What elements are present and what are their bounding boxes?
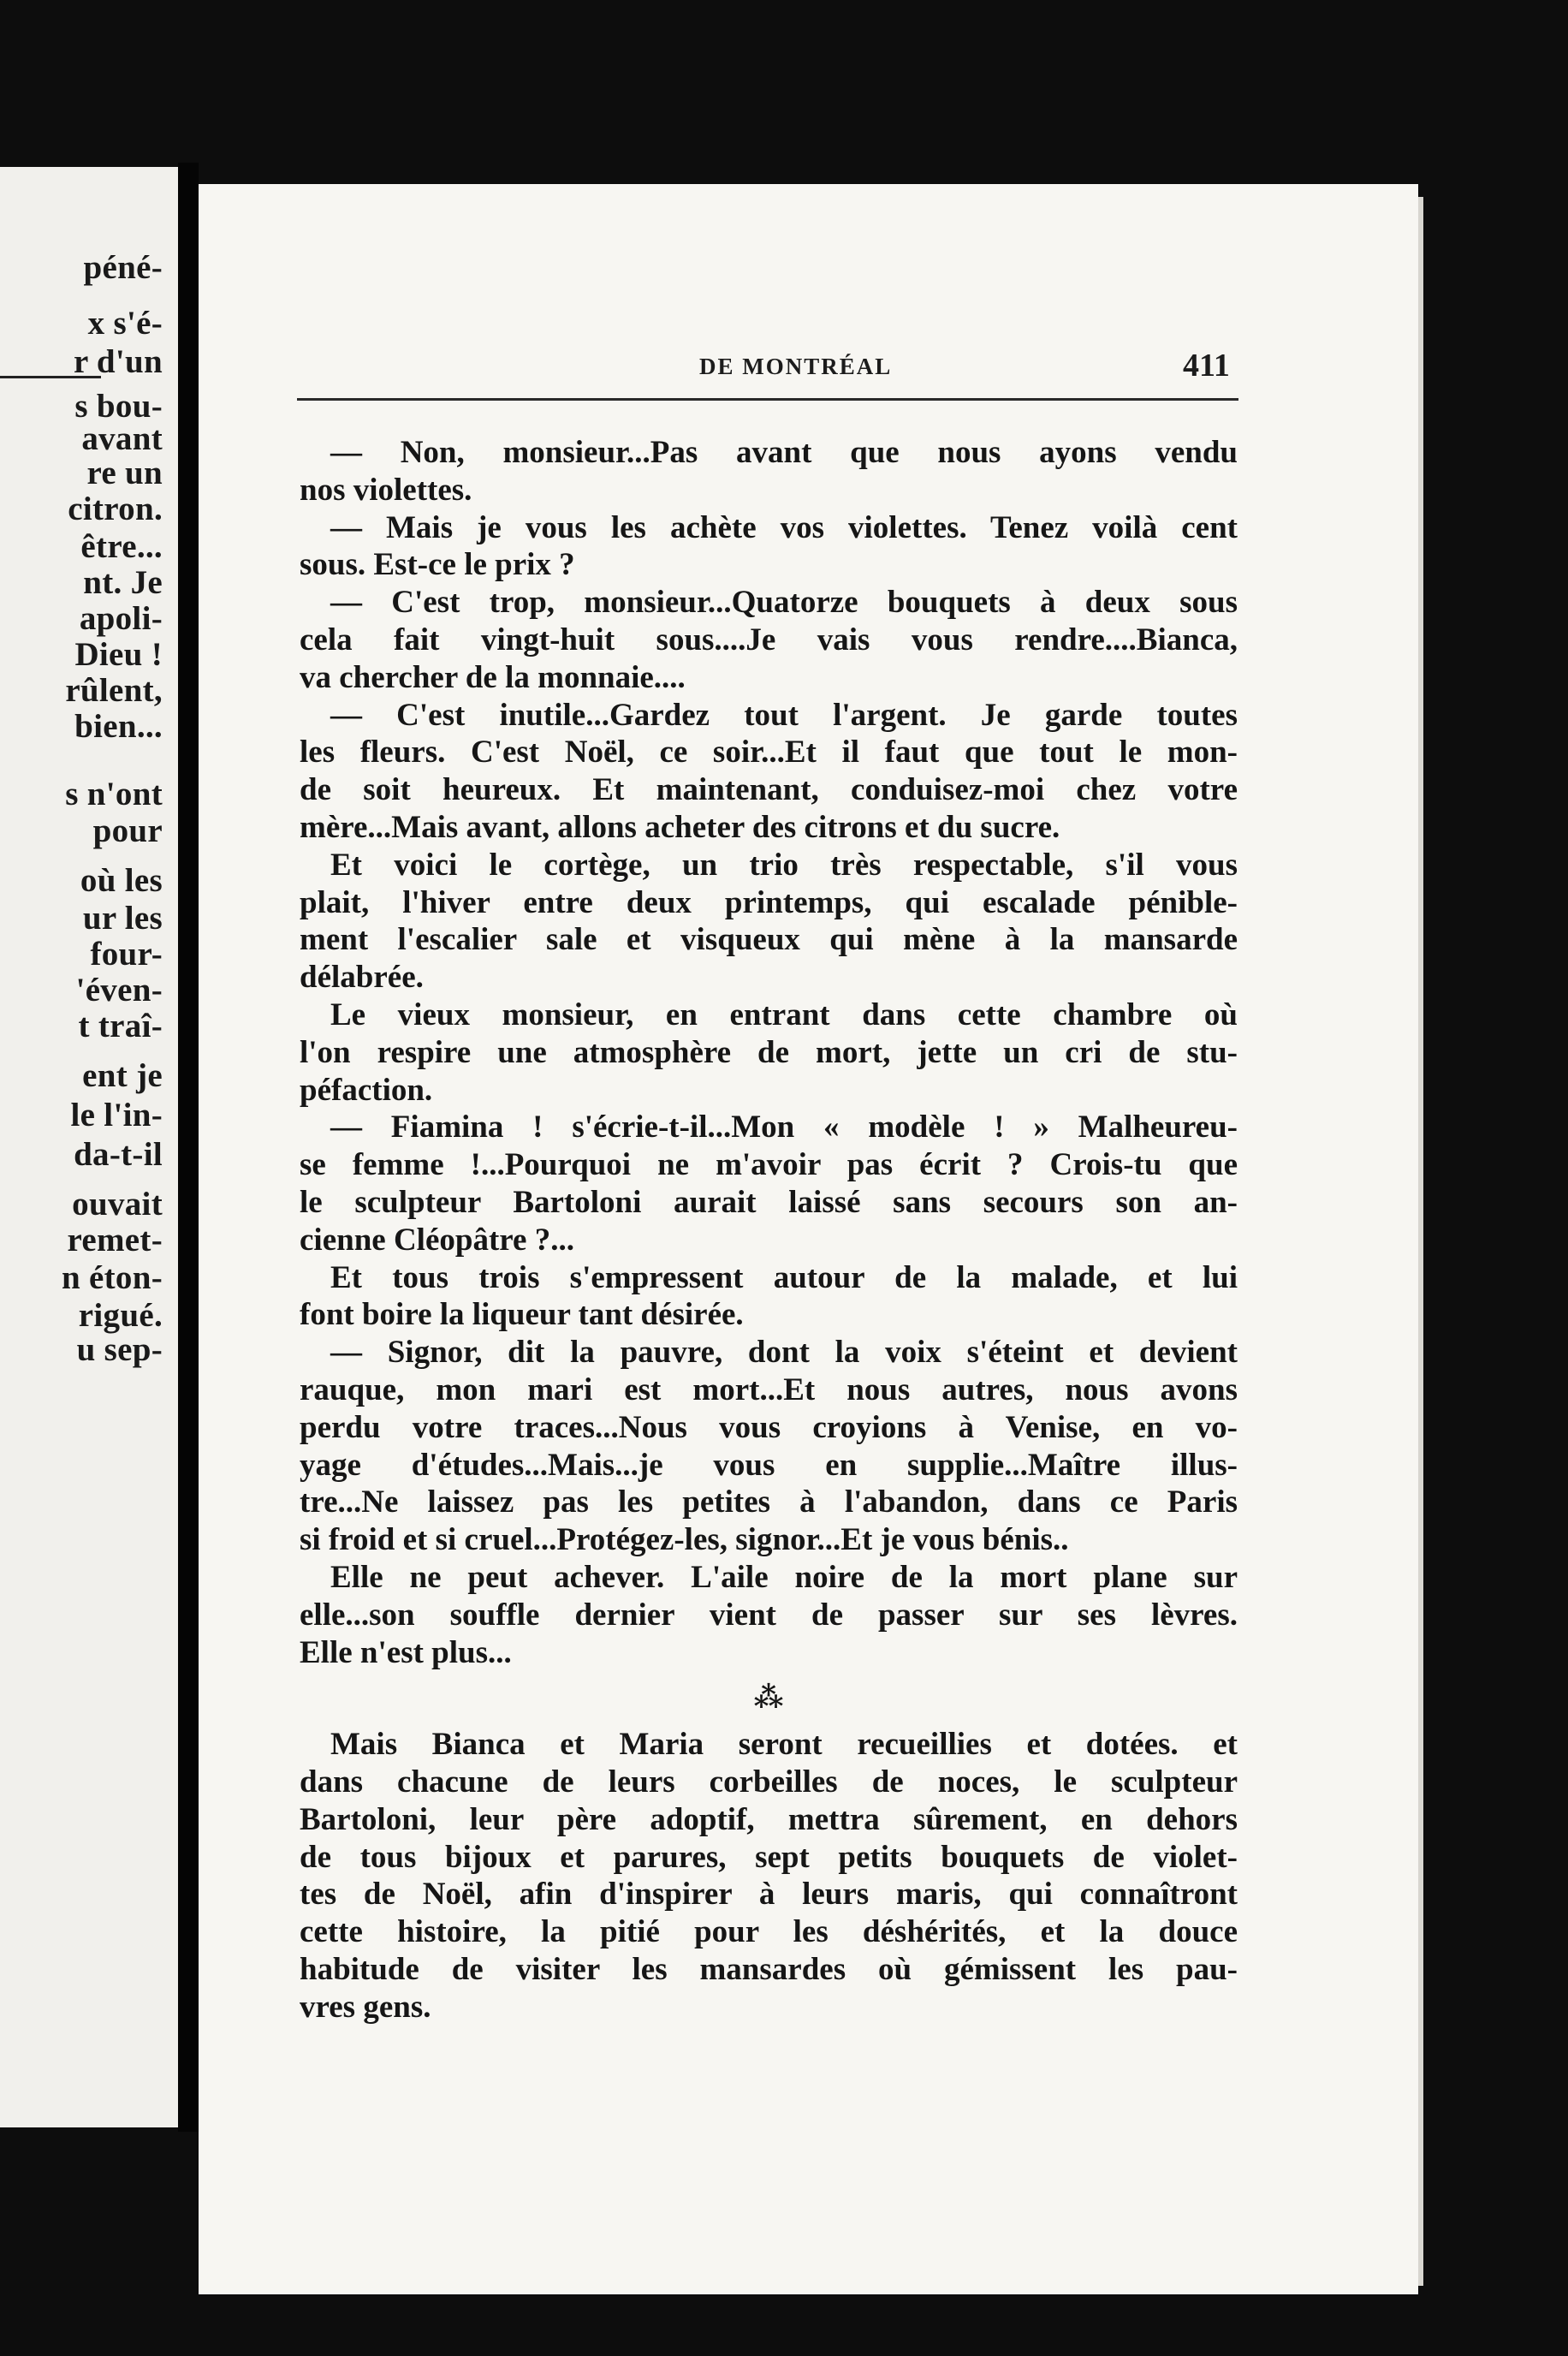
text-line: cela fait vingt-huit sous....Je vais vous rendre....Bianca,	[300, 622, 1238, 657]
text-line: de tous bijoux et parures, sept petits bouquets de violet-	[300, 1839, 1238, 1875]
text-line: — C'est trop, monsieur...Quatorze bouquets à deux sous	[330, 585, 1238, 621]
running-header	[199, 347, 1418, 390]
text-line: habitude de visiter les mansardes où gémissent les pau-	[300, 1952, 1238, 1988]
text-line: — Signor, dit la pauvre, dont la voix s'éteint et devient	[330, 1335, 1238, 1371]
text-line: — Fiamina ! s'écrie-t-il...Mon « modèle ! » Malheureu-	[330, 1110, 1238, 1145]
text-line: sous. Est-ce le prix ?	[300, 547, 575, 583]
text-line: Elle n'est plus...	[300, 1634, 512, 1670]
facing-page-line: ent je	[82, 1057, 163, 1094]
text-line: font boire la liqueur tant désirée.	[300, 1297, 744, 1333]
text-line: mère...Mais avant, allons acheter des citrons et du sucre.	[300, 809, 1060, 845]
text-line: nos violettes.	[300, 472, 472, 508]
text-line: Elle ne peut achever. L'aile noire de la mort plane sur	[330, 1559, 1238, 1595]
book-page	[199, 184, 1418, 2294]
body-text	[300, 434, 1238, 2026]
page-number: 411	[1183, 348, 1230, 384]
facing-page-line: être...	[80, 528, 163, 565]
section-break-asterism: ⁂	[753, 1682, 784, 1715]
facing-page-line: où les	[80, 862, 163, 899]
facing-page-line: da-t-il	[74, 1136, 163, 1173]
facing-page-line: bien...	[74, 708, 163, 745]
text-line: rauque, mon mari est mort...Et nous autres, nous avons	[300, 1371, 1238, 1407]
facing-page-line: citron.	[68, 491, 163, 527]
text-line: yage d'études...Mais...je vous en supplie...Maître illus-	[300, 1447, 1238, 1483]
text-line: Le vieux monsieur, en entrant dans cette chambre où	[330, 997, 1238, 1032]
facing-page-line: remet-	[67, 1222, 163, 1258]
facing-page-line: apoli-	[79, 600, 163, 637]
facing-page-line: four-	[90, 936, 163, 973]
facing-page-line: t traî-	[78, 1008, 163, 1044]
facing-page-line: rûlent,	[65, 672, 163, 709]
text-line: se femme !...Pourquoi ne m'avoir pas écrit ? Crois-tu que	[300, 1147, 1238, 1183]
text-line: elle...son souffle dernier vient de passer sur ses lèvres.	[300, 1597, 1238, 1633]
text-line: l'on respire une atmosphère de mort, jette un cri de stu-	[300, 1034, 1238, 1070]
text-line: plait, l'hiver entre deux printemps, qui escalade pénible-	[300, 884, 1238, 920]
book-gutter	[178, 163, 199, 2132]
facing-page-line: s n'ont	[65, 776, 163, 812]
facing-page-line: pour	[92, 812, 163, 849]
running-header-title: DE MONTRÉAL	[699, 354, 893, 379]
facing-page-line: r d'un	[73, 343, 163, 380]
text-line: cienne Cléopâtre ?...	[300, 1222, 574, 1258]
text-line: — Mais je vous les achète vos violettes. Tenez voilà cent	[330, 509, 1238, 545]
text-line: ment l'escalier sale et visqueux qui mène à la mansarde	[300, 922, 1238, 958]
facing-page-line: péné-	[83, 249, 163, 286]
text-line: cette histoire, la pitié pour les déshérités, et la douce	[300, 1914, 1238, 1950]
facing-page-line: nt. Je	[83, 564, 163, 601]
text-line: péfaction.	[300, 1072, 433, 1108]
facing-page-fragment	[0, 167, 178, 2127]
text-line: les fleurs. C'est Noël, ce soir...Et il faut que tout le mon-	[300, 735, 1238, 770]
text-line: vres gens.	[300, 1989, 431, 2025]
page-edge	[1418, 197, 1423, 2286]
facing-page-line: ouvait	[72, 1186, 163, 1223]
facing-page-line: x s'é-	[87, 305, 163, 342]
facing-page-line: le l'in-	[70, 1097, 163, 1133]
facing-page-line: Dieu !	[74, 636, 163, 673]
text-line: Bartoloni, leur père adoptif, mettra sûrement, en dehors	[300, 1801, 1238, 1837]
facing-page-line: re un	[86, 455, 163, 491]
text-line: — C'est inutile...Gardez tout l'argent. Je garde toutes	[330, 697, 1238, 733]
text-line: délabrée.	[300, 960, 424, 996]
facing-page-line: avant	[81, 420, 163, 457]
text-line: de soit heureux. Et maintenant, conduisez-moi chez votre	[300, 772, 1238, 808]
text-line: tre...Ne laissez pas les petites à l'abandon, dans ce Paris	[300, 1484, 1238, 1520]
text-line: tes de Noël, afin d'inspirer à leurs maris, qui connaîtront	[300, 1877, 1238, 1913]
facing-page-line: ur les	[82, 900, 163, 937]
text-line: si froid et si cruel...Protégez-les, signor...Et je vous bénis..	[300, 1522, 1069, 1558]
facing-page-line: n éton-	[61, 1259, 163, 1296]
header-rule	[297, 398, 1238, 401]
text-line: perdu votre traces...Nous vous croyions à Venise, en vo-	[300, 1409, 1238, 1445]
facing-page-line: u sep-	[76, 1331, 163, 1368]
text-line: Et voici le cortège, un trio très respectable, s'il vous	[330, 847, 1238, 883]
text-line: va chercher de la monnaie....	[300, 659, 686, 695]
facing-page-line: 'éven-	[75, 972, 163, 1008]
text-line: dans chacune de leurs corbeilles de noces, le sculpteur	[300, 1764, 1238, 1800]
text-line: le sculpteur Bartoloni aurait laissé sans secours son an-	[300, 1184, 1238, 1220]
facing-page-line: s bou-	[74, 388, 163, 425]
text-line: — Non, monsieur...Pas avant que nous ayons vendu	[330, 435, 1238, 470]
facing-page-line: rigué.	[78, 1297, 163, 1334]
text-line: Et tous trois s'empressent autour de la malade, et lui	[330, 1259, 1238, 1295]
text-line: Mais Bianca et Maria seront recueillies et dotées. et	[330, 1727, 1238, 1763]
